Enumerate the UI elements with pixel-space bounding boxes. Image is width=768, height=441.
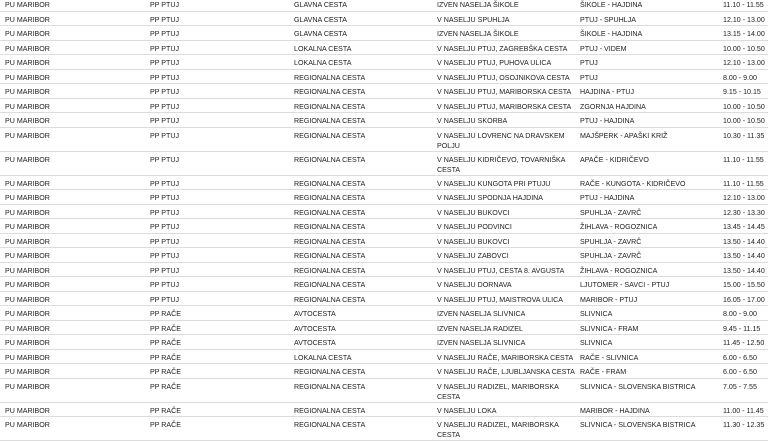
table-cell: V NASELJU RADIZEL, MARIBORSKA CESTA <box>437 383 559 401</box>
table-cell: RAČE - SLIVNICA <box>580 354 639 362</box>
table-cell: HAJDINA - PTUJ <box>580 88 634 96</box>
table-cell: V NASELJU PTUJ, ZAGREBŠKA CESTA <box>437 45 568 53</box>
table-cell: V NASELJU PTUJ, MARIBORSKA CESTA <box>437 103 572 111</box>
table-cell: PTUJ - HAJDINA <box>580 194 635 202</box>
table-cell: GLAVNA CESTA <box>294 1 347 9</box>
table-cell: IZVEN NASELJA RADIZEL <box>437 325 523 333</box>
table-cell: REGIONALNA CESTA <box>294 238 366 246</box>
table-cell: REGIONALNA CESTA <box>294 252 366 260</box>
table-cell: REGIONALNA CESTA <box>294 209 366 217</box>
table-cell: ŠIKOLE - HAJDINA <box>580 30 643 38</box>
table-cell: V NASELJU PTUJ, MARIBORSKA CESTA <box>437 88 572 96</box>
table-cell: V NASELJU SPODNJA HAJDINA <box>437 194 544 202</box>
table-cell: PU MARIBOR <box>5 310 50 318</box>
table-cell: LOKALNA CESTA <box>294 45 352 53</box>
table-row <box>0 0 768 12</box>
table-cell: PU MARIBOR <box>5 238 50 246</box>
table-cell: GLAVNA CESTA <box>294 16 347 24</box>
table-row <box>0 190 768 205</box>
table-cell: PP PTUJ <box>150 88 180 96</box>
table-cell: V NASELJU BUKOVCI <box>437 209 510 217</box>
table-cell: 11.30 - 12.35 <box>723 421 765 429</box>
table-row <box>0 152 768 176</box>
table-cell: PU MARIBOR <box>5 194 50 202</box>
table-cell: REGIONALNA CESTA <box>294 383 366 391</box>
table-cell: 11.10 - 11.55 <box>723 180 764 188</box>
table-cell: V NASELJU PODVINCI <box>437 223 512 231</box>
table-row <box>0 350 768 364</box>
table-cell: PU MARIBOR <box>5 267 50 275</box>
table-cell: 6.00 - 6.50 <box>723 354 757 362</box>
table-cell: SLIVNICA <box>580 339 613 347</box>
table-cell: PU MARIBOR <box>5 74 50 82</box>
table-cell: PU MARIBOR <box>5 59 50 67</box>
table-cell: PU MARIBOR <box>5 117 50 125</box>
table-cell: ZGORNJA HAJDINA <box>580 103 646 111</box>
table-cell: 13.50 - 14.40 <box>723 238 765 246</box>
table-cell: PU MARIBOR <box>5 252 50 260</box>
table-cell: V NASELJU SKORBA <box>437 117 508 125</box>
table-cell: 10.00 - 10.50 <box>723 103 765 111</box>
table-cell: 11.45 - 12.50 <box>723 339 765 347</box>
table-cell: GLAVNA CESTA <box>294 30 347 38</box>
table-cell: PU MARIBOR <box>5 156 50 164</box>
table-cell: V NASELJU ZABOVCI <box>437 252 509 260</box>
table-cell: 7.05 - 7.55 <box>723 383 757 391</box>
table-cell: PP PTUJ <box>150 238 180 246</box>
table-cell: 12.10 - 13.00 <box>723 16 765 24</box>
table-cell: V NASELJU BUKOVCI <box>437 238 510 246</box>
table-cell: IZVEN NASELJA ŠIKOLE <box>437 30 519 38</box>
table-cell: V NASELJU DORNAVA <box>437 281 512 289</box>
table-row <box>0 248 768 263</box>
table-cell: PP PTUJ <box>150 194 180 202</box>
table-cell: 8.00 - 9.00 <box>723 74 757 82</box>
table-cell: 11.10 - 11.55 <box>723 1 764 9</box>
table-cell: REGIONALNA CESTA <box>294 407 366 415</box>
table-cell: REGIONALNA CESTA <box>294 194 366 202</box>
table-row <box>0 26 768 41</box>
table-cell: SLIVNICA - SLOVENSKA BISTRICA <box>580 383 696 391</box>
table-cell: AVTOCESTA <box>294 310 336 318</box>
table-cell: LJUTOMER - SAVCI - PTUJ <box>580 281 670 289</box>
table-cell: V NASELJU PTUJ, PUHOVA ULICA <box>437 59 552 67</box>
table-cell: REGIONALNA CESTA <box>294 368 366 376</box>
table-cell: PP RAČE <box>150 339 182 347</box>
table-cell: PU MARIBOR <box>5 132 50 140</box>
table-cell: RAČE - KUNGOTA - KIDRIČEVO <box>580 180 686 188</box>
table-cell: ŠIKOLE - HAJDINA <box>580 1 643 9</box>
table-cell: 13.50 - 14.40 <box>723 267 765 275</box>
table-cell: PU MARIBOR <box>5 209 50 217</box>
table-row <box>0 205 768 219</box>
table-cell: LOKALNA CESTA <box>294 354 352 362</box>
table-cell: V NASELJU RADIZEL, MARIBORSKA CESTA <box>437 421 559 439</box>
table-cell: V NASELJU PTUJ, CESTA 8. AVGUSTA <box>437 267 565 275</box>
table-cell: REGIONALNA CESTA <box>294 88 366 96</box>
table-cell: LOKALNA CESTA <box>294 59 352 67</box>
table-cell: SPUHLJA - ZAVRČ <box>580 238 642 246</box>
table-cell: PTUJ - VIDEM <box>580 45 627 53</box>
table-cell: IZVEN NASELJA SLIVNICA <box>437 310 526 318</box>
table-cell: V NASELJU KIDRIČEVO, TOVARNIŠKA CESTA <box>437 156 566 174</box>
table-cell: PTUJ <box>580 59 598 67</box>
table-cell: PU MARIBOR <box>5 296 50 304</box>
table-cell: PP PTUJ <box>150 74 180 82</box>
table-cell: PP RAČE <box>150 310 182 318</box>
table-cell: PU MARIBOR <box>5 103 50 111</box>
table-cell: 16.05 - 17.00 <box>723 296 765 304</box>
table-cell: APAČE - KIDRIČEVO <box>580 156 649 164</box>
table-cell: REGIONALNA CESTA <box>294 421 366 429</box>
table-cell: 13.15 - 14.00 <box>723 30 765 38</box>
table-cell: PP PTUJ <box>150 117 180 125</box>
table-cell: V NASELJU PTUJ, OSOJNIKOVA CESTA <box>437 74 570 82</box>
table-cell: V NASELJU LOKA <box>437 407 497 415</box>
table-row <box>0 41 768 55</box>
table-cell: REGIONALNA CESTA <box>294 132 366 140</box>
table-row <box>0 417 768 441</box>
table-cell: ŽIHLAVA - ROGOZNICA <box>580 223 658 231</box>
table-cell: 10.00 - 10.50 <box>723 45 765 53</box>
table-cell: PU MARIBOR <box>5 88 50 96</box>
table-cell: REGIONALNA CESTA <box>294 180 366 188</box>
table-cell: REGIONALNA CESTA <box>294 103 366 111</box>
table-cell: REGIONALNA CESTA <box>294 156 366 164</box>
table-cell: PTUJ - HAJDINA <box>580 117 635 125</box>
table-cell: V NASELJU RAČE, LJUBLJANSKA CESTA <box>437 368 575 376</box>
table-cell: 11.00 - 11.45 <box>723 407 764 415</box>
table-cell: RAČE - FRAM <box>580 368 627 376</box>
table-cell: PP PTUJ <box>150 45 180 53</box>
table-cell: V NASELJU SPUHLJA <box>437 16 510 24</box>
table-cell: SPUHLJA - ZAVRČ <box>580 252 642 260</box>
table-cell: PP PTUJ <box>150 59 180 67</box>
table-cell: PU MARIBOR <box>5 281 50 289</box>
table-cell: V NASELJU RAČE, MARIBORSKA CESTA <box>437 354 574 362</box>
table-row <box>0 99 768 113</box>
table-cell: PU MARIBOR <box>5 407 50 415</box>
table-cell: PP PTUJ <box>150 1 180 9</box>
table-cell: REGIONALNA CESTA <box>294 296 366 304</box>
table-cell: AVTOCESTA <box>294 339 336 347</box>
table-cell: PU MARIBOR <box>5 45 50 53</box>
table-row <box>0 403 768 417</box>
table-row <box>0 70 768 84</box>
table-cell: 11.10 - 11.55 <box>723 156 764 164</box>
table-cell: PP PTUJ <box>150 180 180 188</box>
table-row <box>0 113 768 128</box>
table-cell: 10.00 - 10.50 <box>723 117 765 125</box>
table-cell: PP PTUJ <box>150 209 180 217</box>
table-cell: SPUHLJA - ZAVRČ <box>580 209 642 217</box>
table-cell: PU MARIBOR <box>5 223 50 231</box>
table-cell: MAJŠPERK - APAŠKI KRIŽ <box>580 132 668 140</box>
table-cell: REGIONALNA CESTA <box>294 74 366 82</box>
table-row <box>0 292 768 306</box>
table-cell: PP RAČE <box>150 407 182 415</box>
table-row <box>0 128 768 152</box>
table-row <box>0 176 768 190</box>
table-cell: ŽIHLAVA - ROGOZNICA <box>580 267 658 275</box>
table-cell: AVTOCESTA <box>294 325 336 333</box>
table-cell: PU MARIBOR <box>5 354 50 362</box>
table-cell: 12.10 - 13.00 <box>723 194 765 202</box>
table-cell: PU MARIBOR <box>5 383 50 391</box>
table-cell: PTUJ - SPUHLJA <box>580 16 636 24</box>
table-cell: REGIONALNA CESTA <box>294 281 366 289</box>
table-cell: 9.15 - 10.15 <box>723 88 761 96</box>
table-cell: SLIVNICA - SLOVENSKA BISTRICA <box>580 421 696 429</box>
table-row <box>0 55 768 70</box>
table-cell: 15.00 - 15.50 <box>723 281 765 289</box>
table-cell: PU MARIBOR <box>5 368 50 376</box>
table-row <box>0 277 768 292</box>
table-row <box>0 306 768 321</box>
table-cell: PP PTUJ <box>150 281 180 289</box>
table-row <box>0 219 768 234</box>
table-cell: PP PTUJ <box>150 132 180 140</box>
table-cell: PP PTUJ <box>150 30 180 38</box>
table-cell: REGIONALNA CESTA <box>294 223 366 231</box>
table-cell: 13.50 - 14.40 <box>723 252 765 260</box>
table-cell: 9.45 - 11.15 <box>723 325 761 333</box>
table-cell: PP RAČE <box>150 368 182 376</box>
table-cell: 12.10 - 13.00 <box>723 59 765 67</box>
table-cell: V NASELJU KUNGOTA PRI PTUJU <box>437 180 551 188</box>
table-cell: V NASELJU LOVRENC NA DRAVSKEM POLJU <box>437 132 565 150</box>
table-cell: 10.30 - 11.35 <box>723 132 765 140</box>
table-cell: 6.00 - 6.50 <box>723 368 757 376</box>
table-row <box>0 335 768 350</box>
table-cell: PP PTUJ <box>150 296 180 304</box>
table-cell: PU MARIBOR <box>5 180 50 188</box>
table-cell: MARIBOR - PTUJ <box>580 296 638 304</box>
table-row <box>0 12 768 26</box>
table-cell: PP RAČE <box>150 354 182 362</box>
table-cell: PP PTUJ <box>150 223 180 231</box>
table-row <box>0 379 768 403</box>
table-cell: PP RAČE <box>150 383 182 391</box>
table-row <box>0 364 768 379</box>
table-cell: V NASELJU PTUJ, MAISTROVA ULICA <box>437 296 564 304</box>
table-cell: SLIVNICA - FRAM <box>580 325 639 333</box>
table-cell: PP RAČE <box>150 325 182 333</box>
table-cell: PU MARIBOR <box>5 16 50 24</box>
table-cell: PU MARIBOR <box>5 30 50 38</box>
table-cell: PU MARIBOR <box>5 421 50 429</box>
table-cell: PP RAČE <box>150 421 182 429</box>
table-cell: IZVEN NASELJA ŠIKOLE <box>437 1 519 9</box>
table-cell: PP PTUJ <box>150 267 180 275</box>
table-cell: MARIBOR - HAJDINA <box>580 407 650 415</box>
table-cell: 8.00 - 9.00 <box>723 310 757 318</box>
table-row <box>0 234 768 248</box>
table-row <box>0 321 768 335</box>
table-cell: PP PTUJ <box>150 252 180 260</box>
table-cell: SLIVNICA <box>580 310 613 318</box>
table-cell: REGIONALNA CESTA <box>294 117 366 125</box>
table-cell: IZVEN NASELJA SLIVNICA <box>437 339 526 347</box>
table-cell: PP PTUJ <box>150 156 180 164</box>
table-cell: PTUJ <box>580 74 598 82</box>
table-cell: PP PTUJ <box>150 103 180 111</box>
table-cell: 13.45 - 14.45 <box>723 223 765 231</box>
table-cell: PU MARIBOR <box>5 1 50 9</box>
table-cell: REGIONALNA CESTA <box>294 267 366 275</box>
table-cell: PU MARIBOR <box>5 339 50 347</box>
table-cell: 12.30 - 13.30 <box>723 209 765 217</box>
table-row <box>0 263 768 277</box>
table-row <box>0 84 768 99</box>
table-cell: PP PTUJ <box>150 16 180 24</box>
table-cell: PU MARIBOR <box>5 325 50 333</box>
